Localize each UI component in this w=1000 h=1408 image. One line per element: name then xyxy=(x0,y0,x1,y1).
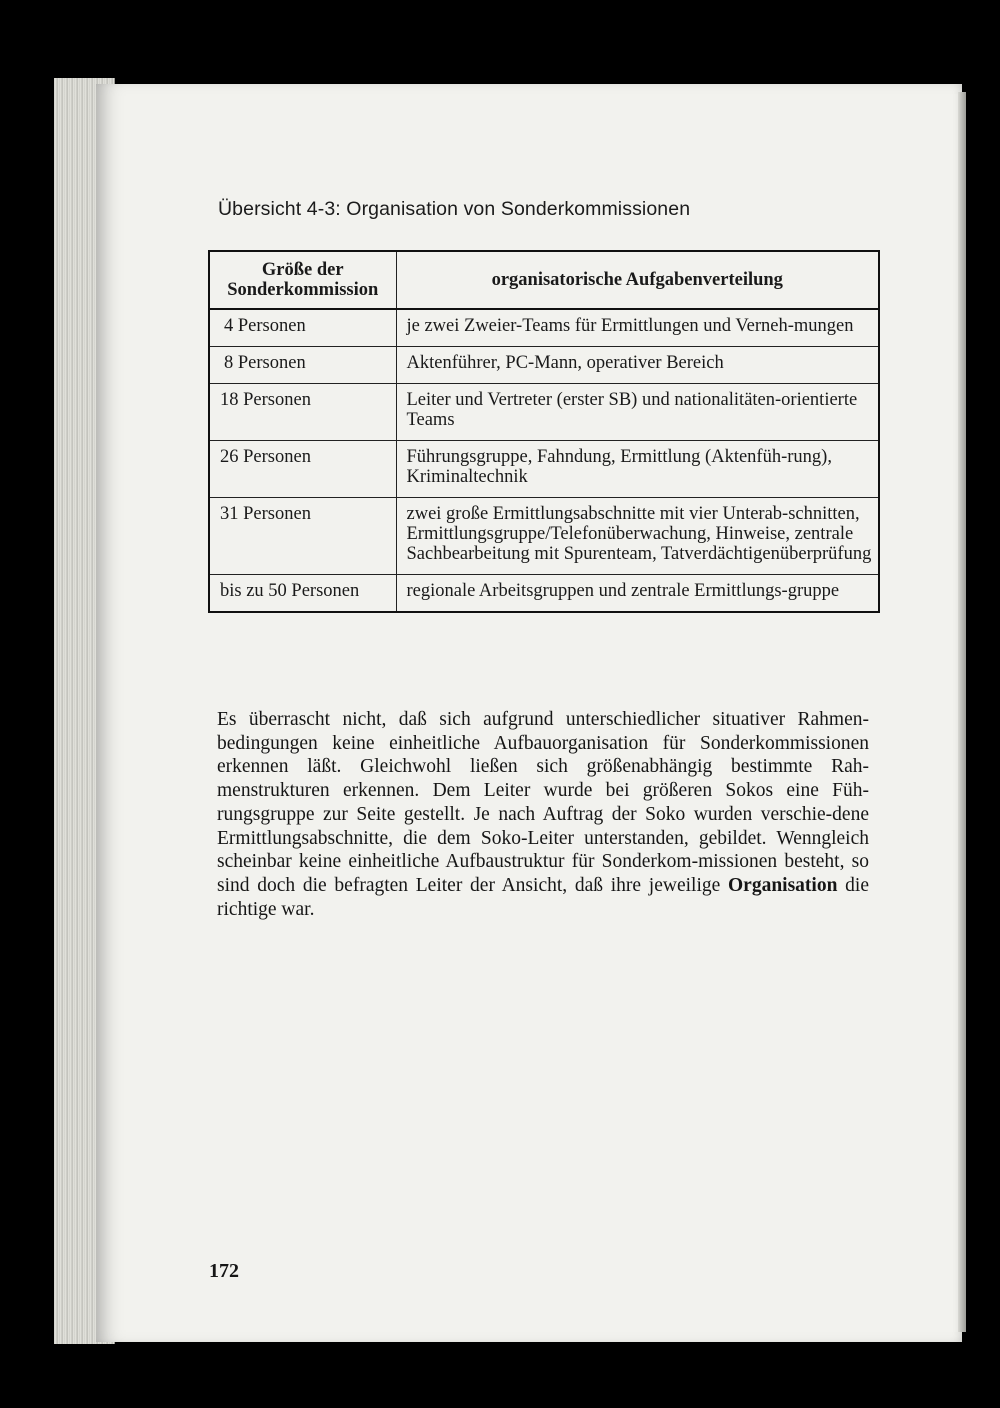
size-cell: 31 Personen xyxy=(209,498,396,575)
header-size: Größe der Sonderkommission xyxy=(209,251,396,309)
size-cell: 8 Personen xyxy=(209,347,396,384)
tasks-cell: je zwei Zweier-Teams für Ermittlungen und Verneh-mungen xyxy=(396,309,879,347)
table-row xyxy=(209,309,879,347)
table-header-row xyxy=(209,251,879,309)
size-cell: bis zu 50 Personen xyxy=(209,575,396,613)
table-row xyxy=(209,347,879,384)
book-right-edge xyxy=(958,92,966,1332)
table-row xyxy=(209,441,879,498)
size-cell: 26 Personen xyxy=(209,441,396,498)
paragraph-text-after: die richtige war. xyxy=(217,874,869,920)
body-paragraph xyxy=(217,708,869,921)
size-cell: 18 Personen xyxy=(209,384,396,441)
paragraph-text-before: Es überrascht nicht, daß sich aufgrund unterschiedlicher situativer Rahmen-bedingungen keine einheitliche Aufbauorganisation für Sonderkommissionen erkennen läßt. Gleichwohl ließen sich größenabhängig bestimmte Rah-menstrukturen erkennen. Dem Leiter wurde bei größeren Sokos eine Füh-rungsgruppe zur Seite gestellt. Je nach Auftrag der Soko wurden verschie-dene Ermittlungsabschnitte, die dem Soko-Leiter unterstanden, gebildet. Wenngleich scheinbar keine einheitliche Aufbaustruktur für Sonderkom-missionen besteht, so sind doch die befragten Leiter der Ansicht, daß ihre jeweilige xyxy=(217,709,869,896)
tasks-cell: Leiter und Vertreter (erster SB) und nationalitäten-orientierte Teams xyxy=(396,384,879,441)
tasks-cell: Führungsgruppe, Fahndung, Ermittlung (Aktenfüh-rung), Kriminaltechnik xyxy=(396,441,879,498)
table-row xyxy=(209,498,879,575)
tasks-cell: zwei große Ermittlungsabschnitte mit vier Unterab-schnitten, Ermittlungsgruppe/Telefonüberwachung, Hinweise, zentrale Sachbearbeitung mit Spurenteam, Tatverdächtigenüberprüfung xyxy=(396,498,879,575)
size-cell: 4 Personen xyxy=(209,309,396,347)
paragraph-bold-term: Organisation xyxy=(728,874,838,896)
organisation-table xyxy=(208,250,880,613)
table-row xyxy=(209,384,879,441)
page-number: 172 xyxy=(209,1260,239,1282)
header-tasks: organisatorische Aufgabenverteilung xyxy=(396,251,879,309)
tasks-cell: regionale Arbeitsgruppen und zentrale Ermittlungs-gruppe xyxy=(396,575,879,613)
table-caption: Übersicht 4-3: Organisation von Sonderkommissionen xyxy=(218,198,691,220)
tasks-cell: Aktenführer, PC-Mann, operativer Bereich xyxy=(396,347,879,384)
table-row xyxy=(209,575,879,613)
